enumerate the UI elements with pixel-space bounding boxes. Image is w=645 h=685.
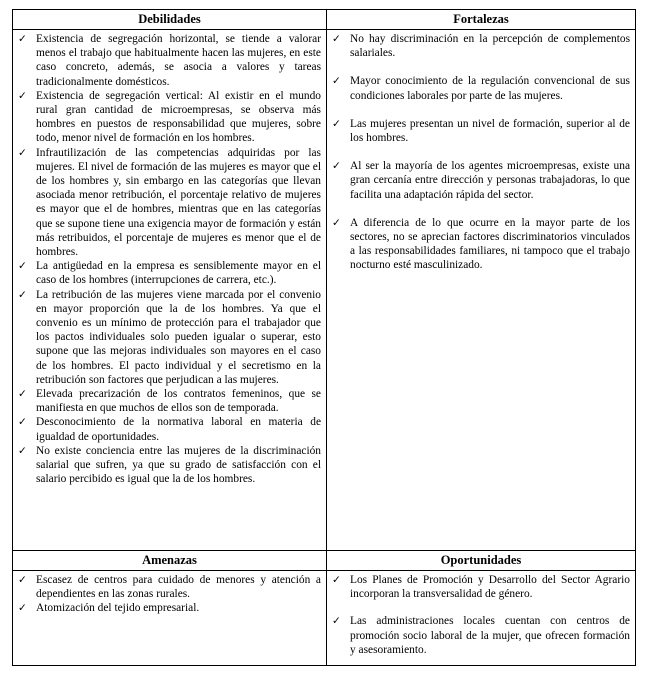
list-item	[330, 74, 630, 102]
check-icon: ✓	[18, 388, 27, 401]
list-item-text: Infrautilización de las competencias adquiridas por las mujeres. El nivel de formación de las mujeres es mayor que el de los hombres y, sin embargo en las categorías que llevan asociada menor retribución, el porcentaje relativo de mujeres es mayor que el de hombres, mientras que en las categorías que se supone tiene una exigencia mayor de formación y están más retribuidos, el porcentaje de mujeres es menor que el de hombres.	[36, 146, 321, 259]
check-icon: ✓	[18, 416, 27, 429]
list-item-text: A diferencia de lo que ocurre en la mayor parte de los sectores, no se aprecian factores discriminatorios vinculados a las responsabilidades familiares, ni tampoco que el trabajo nocturno esté masculinizado.	[350, 216, 630, 272]
header-cell-fortalezas	[327, 10, 636, 30]
check-icon: ✓	[332, 33, 341, 45]
check-icon: ✓	[332, 574, 341, 586]
check-icon: ✓	[18, 574, 27, 586]
list-item	[330, 614, 630, 657]
quadrant-header-oportunidades: Oportunidades	[440, 553, 522, 567]
body-row-bottom	[13, 571, 636, 666]
quadrant-header-debilidades: Debilidades	[138, 12, 201, 26]
list-item-text: Existencia de segregación vertical: Al existir en el mundo rural gran cantidad de microempresas, se observa más hombres en puestos de responsabilidad que mujeres, sobre todo, menor nivel de formación en los hombres.	[36, 89, 321, 145]
check-icon: ✓	[332, 75, 341, 88]
header-row-bottom	[13, 551, 636, 571]
list-item-text: La antigüedad en la empresa es sensiblemente mayor en el caso de los hombres (interrupciones de carrera, etc.).	[36, 260, 321, 287]
check-icon: ✓	[332, 160, 341, 173]
list-item	[16, 573, 321, 601]
body-row-top	[13, 30, 636, 551]
list-item-text: Escasez de centros para cuidado de menores y atención a dependientes en las zonas rurales.	[36, 574, 321, 601]
list-item	[16, 89, 321, 146]
header-row-top	[13, 10, 636, 30]
list-oportunidades	[330, 573, 630, 657]
body-cell-debilidades	[13, 30, 327, 551]
list-item-text: La retribución de las mujeres viene marcada por el convenio en mayor proporción que la de los hombres. Ya que el convenio es un mínimo de protección para el trabajador que los pactos individuales solo pueden igualar o superar, esto supone que las mejoras individuales son mayores en el caso de los hombres. El pacto individual y el secretismo en la retribución son factores que perjudican a las mujeres.	[36, 288, 321, 386]
quadrant-body-oportunidades	[327, 571, 635, 660]
list-debilidades	[16, 32, 321, 487]
body-cell-fortalezas	[327, 30, 636, 551]
list-item-text: Existencia de segregación horizontal, se tiende a valorar menos el trabajo que habitualmente hacen las mujeres, en este caso concreto, además, se asocia a valores y tareas tradicionalmente domésticos.	[36, 33, 321, 88]
list-amenazas	[16, 573, 321, 616]
check-icon: ✓	[18, 89, 27, 102]
check-icon: ✓	[18, 602, 27, 615]
list-item-text: No hay discriminación en la percepción de complementos salariales.	[350, 33, 630, 60]
check-icon: ✓	[18, 146, 27, 159]
list-item-text: Elevada precarización de los contratos femeninos, que se manifiesta en que muchos de ellos son de temporada.	[36, 388, 321, 415]
quadrant-header-amenazas: Amenazas	[142, 553, 197, 567]
header-cell-debilidades	[13, 10, 327, 30]
list-item	[330, 159, 630, 202]
list-item-text: No existe conciencia entre las mujeres de la discriminación salarial que sufren, ya que su grado de satisfacción con el salario percibido es igual que la de los hombres.	[36, 444, 321, 486]
list-item	[330, 573, 630, 601]
list-item	[16, 387, 321, 415]
list-item	[16, 415, 321, 443]
swot-table	[12, 9, 636, 666]
header-cell-oportunidades	[327, 551, 636, 571]
quadrant-header-fortalezas: Fortalezas	[453, 12, 509, 26]
list-item-text: Las administraciones locales cuentan con centros de promoción socio laboral de la mujer, que ofrecen formación y asesoramiento.	[350, 615, 630, 656]
list-item-text: Al ser la mayoría de los agentes microempresas, existe una gran cercanía entre dirección y personas trabajadoras, lo que facilita una adaptación rápida del sector.	[350, 160, 630, 201]
check-icon: ✓	[18, 444, 27, 457]
list-item	[330, 32, 630, 60]
check-icon: ✓	[18, 33, 27, 45]
list-item-text: Mayor conocimiento de la regulación convencional de sus condiciones laborales por parte de las mujeres.	[350, 75, 630, 102]
quadrant-body-amenazas	[13, 571, 326, 619]
list-item	[16, 32, 321, 89]
check-icon: ✓	[332, 216, 341, 229]
list-fortalezas	[330, 32, 630, 273]
list-item	[330, 216, 630, 273]
check-icon: ✓	[18, 260, 27, 273]
list-item-text: Los Planes de Promoción y Desarrollo del Sector Agrario incorporan la transversalidad de género.	[350, 574, 630, 601]
check-icon: ✓	[332, 117, 341, 130]
list-item	[16, 444, 321, 487]
list-item	[16, 146, 321, 260]
list-item-text: Desconocimiento de la normativa laboral en materia de igualdad de oportunidades.	[36, 416, 321, 443]
list-item	[16, 601, 321, 615]
list-item-text: Atomización del tejido empresarial.	[36, 602, 200, 615]
check-icon: ✓	[18, 288, 27, 301]
quadrant-body-fortalezas	[327, 30, 635, 276]
body-cell-amenazas	[13, 571, 327, 666]
quadrant-body-debilidades	[13, 30, 326, 490]
list-item	[16, 259, 321, 287]
body-cell-oportunidades	[327, 571, 636, 666]
header-cell-amenazas	[13, 551, 327, 571]
list-item	[330, 117, 630, 145]
list-item-text: Las mujeres presentan un nivel de formación, superior al de los hombres.	[350, 117, 630, 145]
list-item	[16, 288, 321, 387]
check-icon: ✓	[332, 615, 341, 628]
